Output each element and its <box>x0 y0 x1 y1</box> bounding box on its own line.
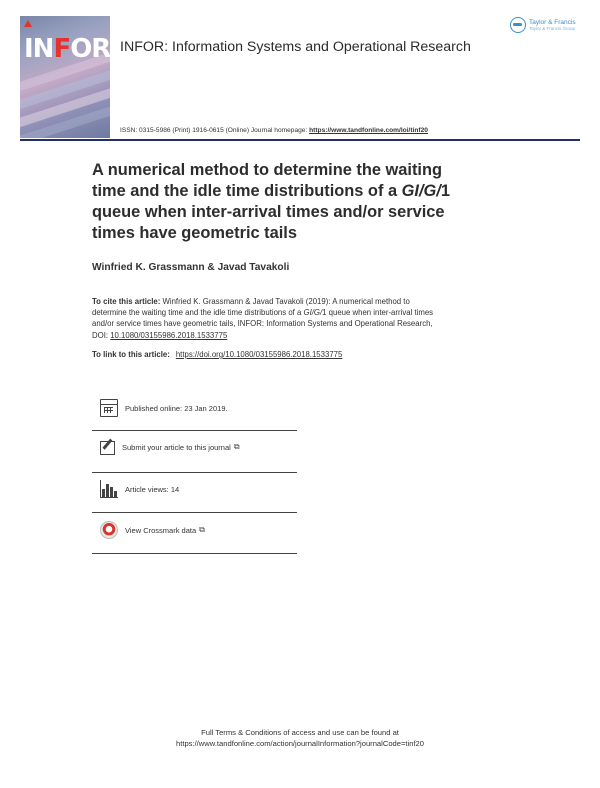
publisher-logo-group: Taylor & Francis Group <box>529 26 576 32</box>
external-link-icon: ⧉ <box>199 525 205 534</box>
edit-icon <box>100 441 115 455</box>
cover-triangle-icon <box>24 20 32 27</box>
journal-title: INFOR: Information Systems and Operational Research <box>120 39 471 55</box>
link-label: To link to this article: <box>92 350 170 359</box>
publisher-logo[interactable] <box>510 17 576 33</box>
doi-link[interactable]: 10.1080/03155986.2018.1533775 <box>110 330 228 340</box>
info-divider <box>92 430 297 431</box>
header-divider <box>20 139 580 141</box>
info-divider <box>92 512 297 513</box>
footer-terms: Full Terms & Conditions of access and use can be found at https://www.tandfonline.com/action/journalInformation?journalCode=tinf20 <box>0 727 600 749</box>
cover-logo-text: INFOR <box>24 34 110 64</box>
issn-line: ISSN: 0315-5986 (Print) 1916-0615 (Online) Journal homepage: https://www.tandfonline.com/loi/tinf20 <box>120 127 428 134</box>
publisher-logo-icon <box>510 17 526 33</box>
article-views-link[interactable]: Article views: 14 <box>100 480 179 498</box>
bar-chart-icon <box>100 480 118 498</box>
crossmark-link[interactable]: View Crossmark data ⧉ <box>100 521 205 539</box>
citation-block: To cite this article: Winfried K. Grassmann & Javad Tavakoli (2019): A numerical method to determine the waiting time and the idle time distributions of a GI/G/1 queue when inter-arrival times and/or service times have geometric tails, INFOR: Information Systems and Operational Research, DOI: 10.1080/03155986.2018.1533775 <box>92 297 434 340</box>
crossmark-icon <box>100 521 118 539</box>
citation-label: To cite this article: <box>92 297 161 306</box>
info-divider <box>92 553 297 554</box>
calendar-icon <box>100 399 118 417</box>
article-authors: Winfried K. Grassmann & Javad Tavakoli <box>92 262 290 273</box>
published-online-row: Published online: 23 Jan 2019. <box>100 399 228 417</box>
journal-cover-image <box>20 16 110 138</box>
footer-terms-link[interactable]: https://www.tandfonline.com/action/journalInformation?journalCode=tinf20 <box>176 739 424 748</box>
external-link-icon: ⧉ <box>233 442 240 451</box>
info-divider <box>92 472 297 473</box>
article-title: A numerical method to determine the waiting time and the idle time distributions of a GI/G/1 queue when inter-arrival times and/or service times have geometric tails <box>92 161 450 242</box>
article-doi-url-link[interactable]: https://doi.org/10.1080/03155986.2018.1533775 <box>175 350 343 359</box>
publisher-logo-name: Taylor & Francis <box>529 18 576 26</box>
article-link-line <box>92 350 342 359</box>
submit-article-link[interactable]: Submit your article to this journal ⧉ <box>100 439 240 455</box>
journal-homepage-link[interactable]: https://www.tandfonline.com/loi/tinf20 <box>309 127 428 134</box>
